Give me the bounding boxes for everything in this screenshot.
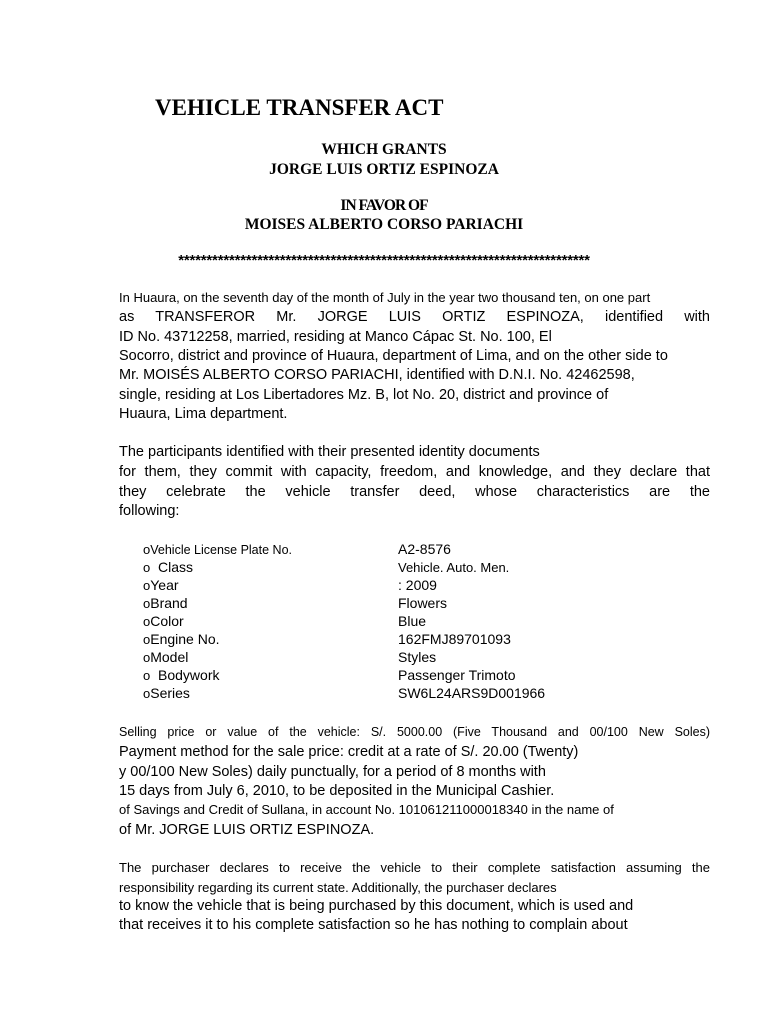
item-label: Model [150,649,189,665]
item-label: Year [150,577,179,593]
paragraph-line: 15 days from July 6, 2010, to be deposited in the Municipal Cashier. [119,783,555,799]
paragraph-line: Selling price or value of the vehicle: S/. 5000.00 (Five Thousand and 00/100 New Soles) [119,725,710,739]
paragraph-line: ID No. 43712258, married, residing at Manco Cápac St. No. 100, El [119,329,552,345]
paragraph-line: The participants identified with their presented identity documents [119,444,540,460]
list-item [143,613,184,629]
bullet-icon: o [143,668,151,683]
paragraph-line: Socorro, district and province of Huaura, department of Lima, and on the other side to [119,348,668,364]
list-item [143,577,179,593]
list-item [143,541,292,557]
paragraph-line: single, residing at Los Libertadores Mz. B, lot No. 20, district and province of [119,387,609,403]
list-item [143,649,188,665]
list-item [143,631,220,647]
bullet-icon: o [143,650,151,665]
paragraph-line: Huaura, Lima department. [119,406,288,422]
paragraph-line: for them, they commit with capacity, freedom, and knowledge, and they declare that [119,464,710,480]
item-value: SW6L24ARS9D001966 [398,685,546,701]
item-value: Passenger Trimoto [398,667,516,683]
paragraph-line: Mr. MOISÉS ALBERTO CORSO PARIACHI, identified with D.N.I. No. 42462598, [119,367,635,383]
item-label: Engine No. [150,631,220,647]
item-label: Brand [150,595,188,611]
paragraph-line: that receives it to his complete satisfaction so he has nothing to complain about [119,917,628,933]
list-item [143,595,188,611]
grants-label: WHICH GRANTS [321,141,447,158]
item-value: 162FMJ89701093 [398,631,511,647]
bullet-icon: o [143,614,151,629]
list-item [143,685,190,701]
item-label: Vehicle License Plate No. [150,543,292,557]
list-item [143,559,193,575]
bullet-icon: o [143,578,151,593]
bullet-icon: o [143,632,151,647]
separator-line: ************************************************************************* [178,252,590,269]
bullet-icon: o [143,686,151,701]
item-label: Series [150,685,190,701]
item-label: Bodywork [150,667,220,683]
item-label: Class [150,559,194,575]
bullet-icon: o [143,542,151,557]
paragraph-line: of Mr. JORGE LUIS ORTIZ ESPINOZA. [119,822,375,838]
item-value: Styles [398,649,437,665]
item-value: Blue [398,613,427,629]
item-label: Color [150,613,184,629]
item-value: Vehicle. Auto. Men. [398,560,510,575]
paragraph-line: y 00/100 New Soles) daily punctually, for a period of 8 months with [119,764,546,780]
item-value: : 2009 [398,577,437,593]
paragraph-line: following: [119,503,180,519]
list-item [143,667,219,683]
paragraph-line: The purchaser declares to receive the vehicle to their complete satisfaction assuming the [119,860,710,875]
grantee-name: MOISES ALBERTO CORSO PARIACHI [244,216,524,233]
bullet-icon: o [143,560,151,575]
item-value: A2-8576 [398,541,451,557]
bullet-icon: o [143,596,151,611]
paragraph-line: of Savings and Credit of Sullana, in account No. 101061211000018340 in the name of [119,802,614,817]
paragraph-line: to know the vehicle that is being purchased by this document, which is used and [119,898,634,914]
paragraph-line: as TRANSFEROR Mr. JORGE LUIS ORTIZ ESPINOZA, identified with [119,309,710,325]
paragraph-line: Payment method for the sale price: credit at a rate of S/. 20.00 (Twenty) [119,744,579,760]
paragraph-line: In Huaura, on the seventh day of the month of July in the year two thousand ten, on one part [119,290,651,305]
in-favor-of-label: IN FAVOR OF [340,197,428,214]
item-value: Flowers [398,595,448,611]
document-title: VEHICLE TRANSFER ACT [155,95,444,120]
paragraph-line: they celebrate the vehicle transfer deed, whose characteristics are the [119,484,710,500]
paragraph-line: responsibility regarding its current state. Additionally, the purchaser declares [119,880,557,895]
grantor-name: JORGE LUIS ORTIZ ESPINOZA [269,161,499,178]
